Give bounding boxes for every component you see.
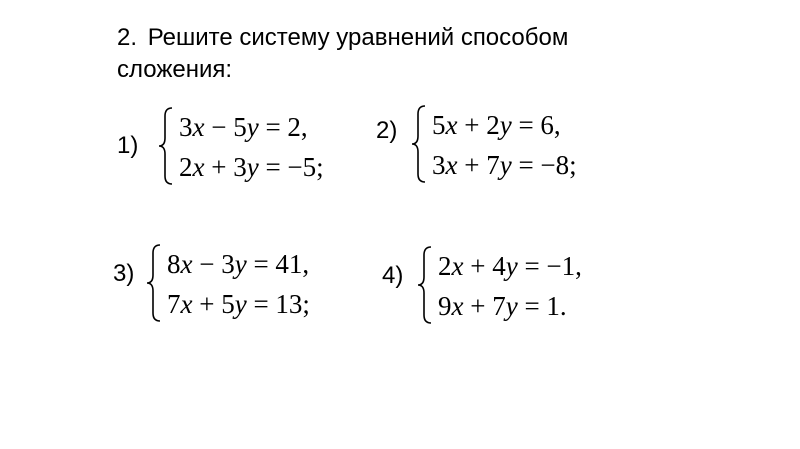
brace-icon [157, 106, 175, 186]
system-2-equation-1: 5x + 2y = 6, [432, 110, 561, 140]
system-2-label: 2) [376, 117, 398, 144]
system-1-equation-2: 2x + 3y = −5; [179, 152, 324, 182]
system-3-equation-2: 7x + 5y = 13; [167, 289, 310, 319]
system-3-label: 3) [113, 260, 135, 287]
system-3-equation-1: 8x − 3y = 41, [167, 249, 310, 279]
task-number: 2. [117, 24, 138, 51]
system-1-equation-1: 3x − 5y = 2, [179, 112, 308, 142]
brace-icon [410, 104, 428, 184]
task-title-line1: Решите систему уравнений способом [147, 24, 569, 51]
system-4-equation-1: 2x + 4y = −1, [438, 251, 582, 281]
system-4-label: 4) [382, 262, 404, 289]
system-1-label: 1) [117, 132, 139, 159]
task-title-line2: сложения: [117, 56, 233, 83]
brace-icon [145, 243, 163, 323]
brace-icon [416, 245, 434, 325]
system-4-equation-2: 9x + 7y = 1. [438, 291, 567, 321]
system-2-equation-2: 3x + 7y = −8; [432, 150, 577, 180]
